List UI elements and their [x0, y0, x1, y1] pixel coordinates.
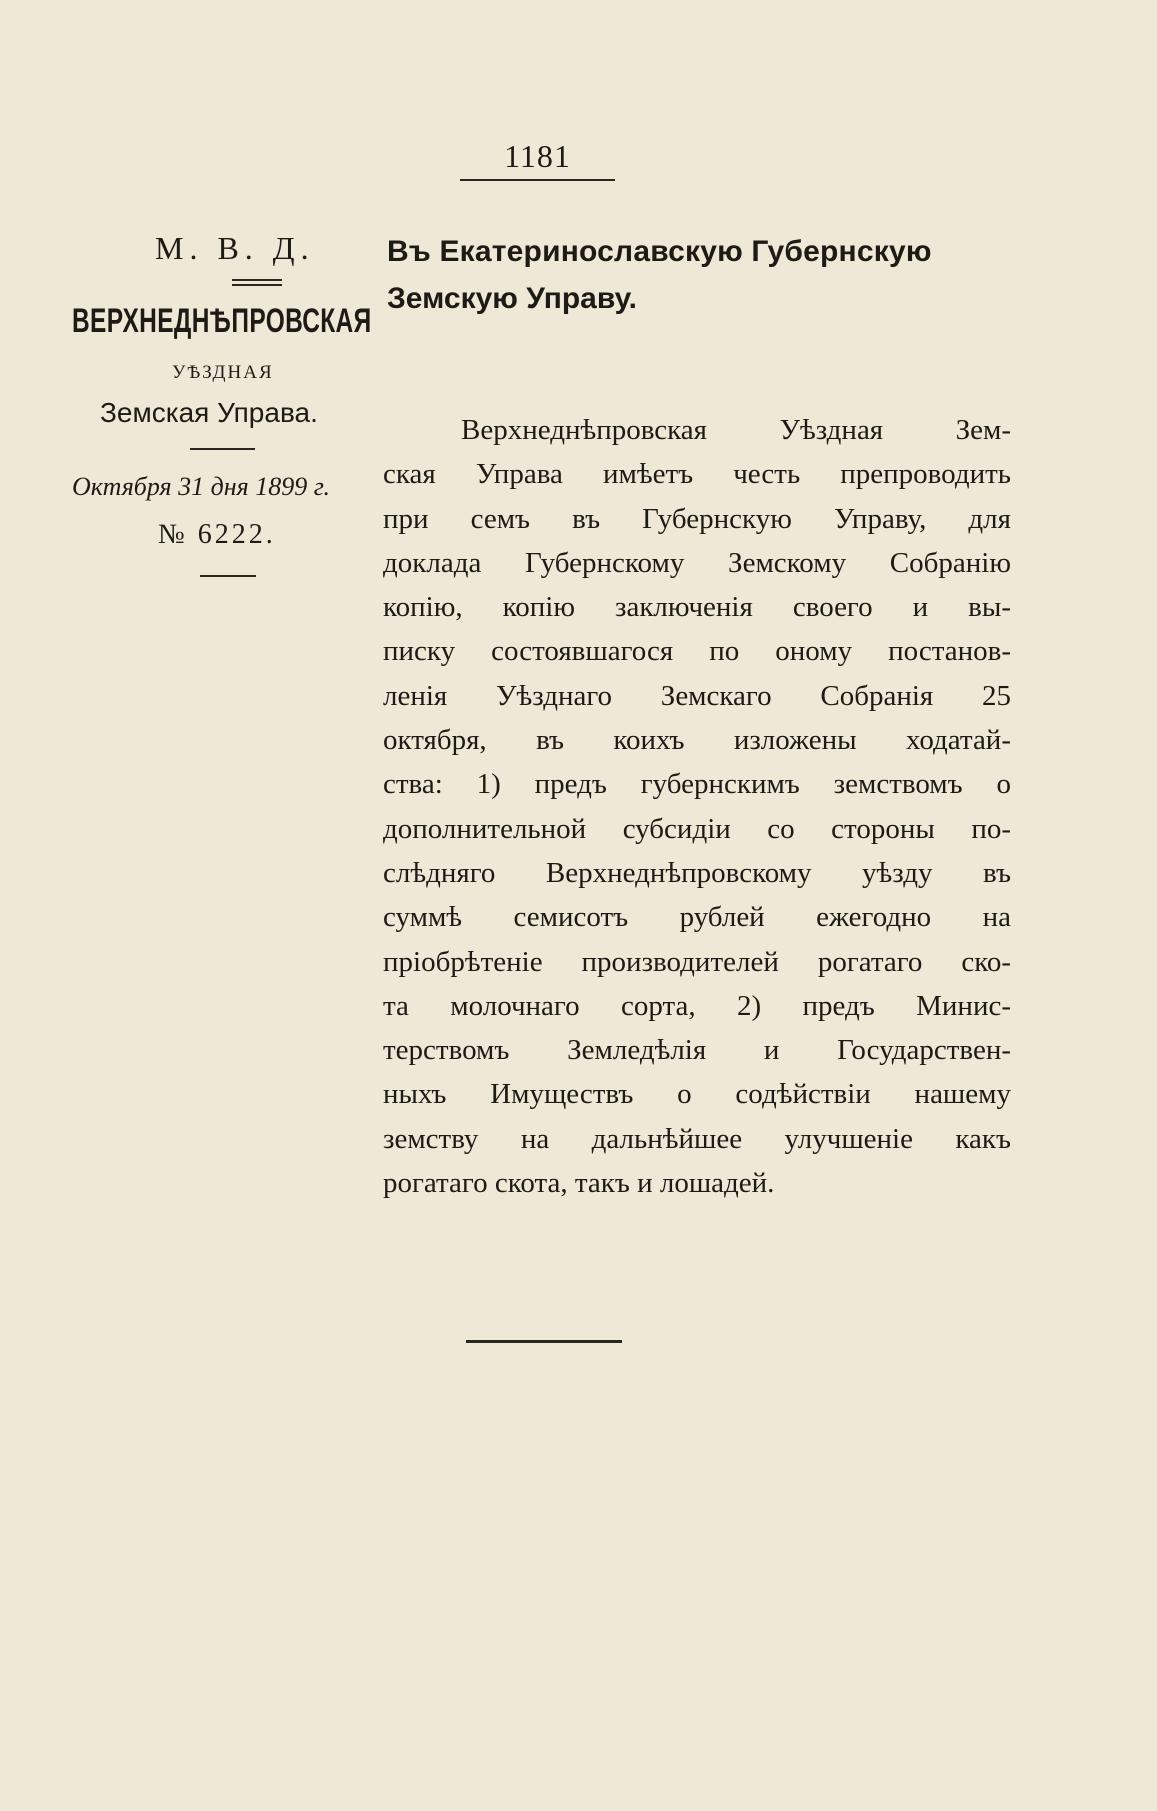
page-number-rule: [460, 179, 615, 181]
closing-rule: [466, 1340, 622, 1343]
uezdnaya-label: УѢЗДНАЯ: [172, 362, 274, 383]
body-line: Верхнеднѣпровская Уѣздная Зем-: [461, 414, 1011, 446]
body-line: ленія Уѣзднаго Земскаго Собранія 25: [383, 679, 1011, 712]
body-line: доклада Губернскому Земскому Собранію: [383, 546, 1011, 579]
body-line: слѣдняго Верхнеднѣпровскому уѣзду въ: [383, 856, 1011, 889]
zemskaya-uprava-label: Земская Управа.: [100, 397, 318, 428]
body-line: дополнительной субсидіи со стороны по-: [383, 812, 1011, 845]
outgoing-number: № 6222.: [158, 519, 276, 550]
body-line: пріобрѣтеніе производителей рогатаго ско-: [383, 945, 1011, 978]
body-line: при семъ въ Губернскую Управу, для: [383, 502, 1011, 535]
district-name: ВЕРХНЕДНѢПРОВСКАЯ: [72, 302, 372, 340]
letter-date: Октября 31 дня 1899 г.: [72, 472, 331, 501]
address-heading: [387, 228, 1007, 322]
body-line: рогатаго скота, такъ и лошадей.: [383, 1167, 775, 1200]
body-line: ства: 1) предъ губернскимъ земствомъ о: [383, 768, 1011, 801]
body-line: ныхъ Имуществъ о содѣйствіи нашему: [383, 1078, 1011, 1111]
sidebar-rule-bottom: [200, 575, 256, 577]
body-line: терствомъ Земледѣлія и Государствен-: [383, 1034, 1011, 1067]
body-line: та молочнаго сорта, 2) предъ Минис-: [383, 989, 1011, 1022]
address-line-1: Въ Екатеринославскую Губернскую: [387, 235, 932, 268]
page-number: 1181: [504, 138, 571, 174]
body-line: октября, въ коихъ изложены ходатай-: [383, 724, 1011, 757]
ministry-abbreviation: М. В. Д.: [155, 230, 315, 266]
body-line: ская Управа имѣетъ честь препроводить: [383, 458, 1011, 491]
body-line: копію, копію заключенія своего и вы-: [383, 591, 1011, 624]
body-line: писку состоявшагося по оному постанов-: [383, 635, 1011, 668]
body-line: суммѣ семисотъ рублей ежегодно на: [383, 901, 1011, 934]
double-rule: [232, 279, 282, 286]
address-line-2: Земскую Управу.: [387, 282, 637, 315]
sidebar-rule: [190, 448, 255, 450]
body-line: земству на дальнѣйшее улучшеніе какъ: [383, 1122, 1011, 1155]
letter-body: [383, 408, 1011, 1205]
